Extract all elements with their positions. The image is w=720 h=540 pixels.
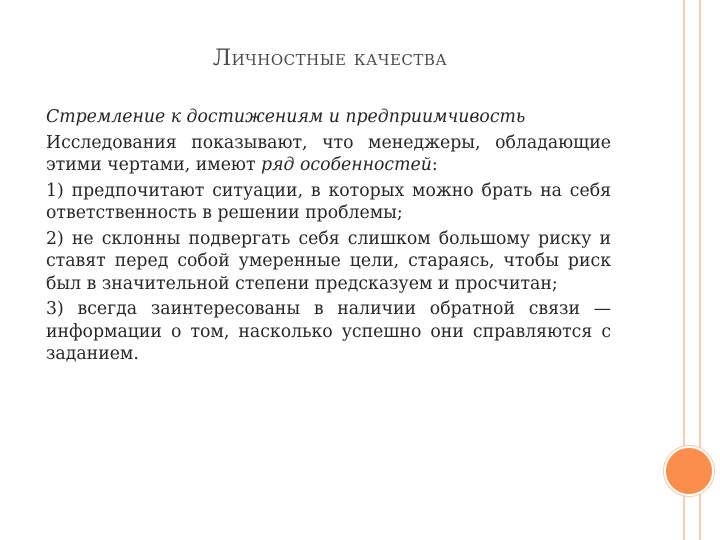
decorative-circle	[664, 446, 714, 496]
intro-paragraph	[46, 132, 611, 177]
intro-text: Исследования показывают, что менеджеры, обладающие этими чертами, имеют	[46, 132, 611, 175]
intro-emphasis: ряд особенностей	[261, 155, 432, 175]
list-item-1: 1) предпочитают ситуации, в которых можно брать на себя ответственность в решении проблемы;	[46, 180, 611, 223]
lead-heading: Стремление к достижениям и предприимчивость	[46, 107, 526, 127]
slide-body	[46, 106, 611, 369]
list-item-3: 3) всегда заинтересованы в наличии обратной связи — информации о том, насколько успешно они справляются с заданием.	[46, 299, 611, 364]
intro-end: :	[431, 155, 438, 175]
slide-title: Личностные качества	[212, 46, 448, 71]
list-item-2: 2) не склонны подвергать себя слишком большому риску и ставят перед собой умеренные цели, стараясь, чтобы риск был в значительной степени предсказуем и просчитан;	[46, 228, 611, 294]
